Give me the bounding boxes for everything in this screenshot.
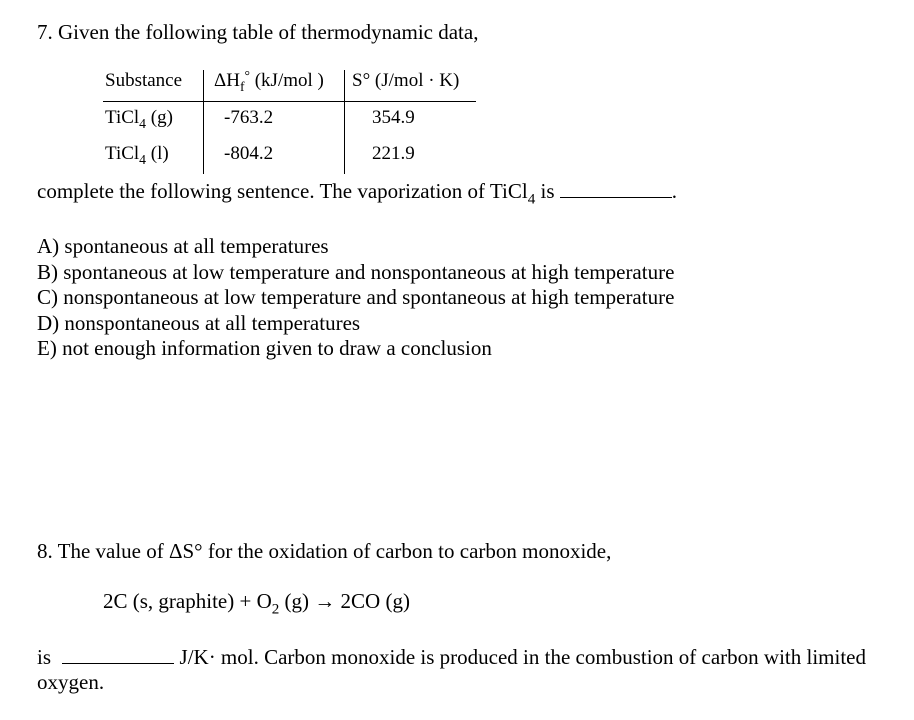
- option-a[interactable]: A) spontaneous at all temperatures: [37, 234, 329, 258]
- table-col-divider-1: [203, 70, 204, 174]
- header-entropy: S° (J/mol · K): [352, 70, 460, 91]
- answer-blank[interactable]: [62, 645, 174, 664]
- option-c[interactable]: C) nonspontaneous at low temperature and spontaneous at high temperature: [37, 285, 675, 309]
- q7-intro: 7. Given the following table of thermodynamic data,: [37, 20, 479, 44]
- table-row-substance: TiCl$_4$ (g): [105, 107, 173, 131]
- table-col-divider-2: [344, 70, 345, 174]
- table-row-substance: TiCl$_4$ (l): [105, 143, 169, 167]
- table-row-s: 221.9: [372, 143, 415, 164]
- reaction-arrow-icon: →: [314, 589, 336, 613]
- table-row-dh: -804.2: [224, 143, 274, 164]
- header-dh: $\Delta H_f^\circ$ (kJ/mol ): [214, 67, 324, 94]
- option-e[interactable]: E) not enough information given to draw a conclusion: [37, 336, 492, 360]
- q7-sentence: complete the following sentence. The vaporization of TiCl$_4$ is .: [37, 179, 678, 208]
- q8-sentence: is J/K· mol. Carbon monoxide is produced in the combustion of carbon with limited: [37, 645, 866, 669]
- header-substance: Substance: [105, 70, 183, 91]
- q8-intro: 8. The value of ΔS° for the oxidation of carbon to carbon monoxide,: [37, 539, 612, 563]
- table-header-rule: [103, 101, 476, 102]
- answer-blank[interactable]: [560, 179, 672, 198]
- q7-options: [37, 234, 674, 362]
- table-row-dh: -763.2: [224, 107, 274, 128]
- option-d[interactable]: D) nonspontaneous at all temperatures: [37, 310, 361, 335]
- q8-sentence-cont: oxygen.: [37, 670, 105, 694]
- table-row-s: 354.9: [372, 107, 415, 128]
- q8-equation: 2C (s, graphite) + $O_2$ (g) → 2CO (g): [103, 589, 410, 618]
- option-b[interactable]: B) spontaneous at low temperature and nonspontaneous at high temperature: [37, 259, 675, 284]
